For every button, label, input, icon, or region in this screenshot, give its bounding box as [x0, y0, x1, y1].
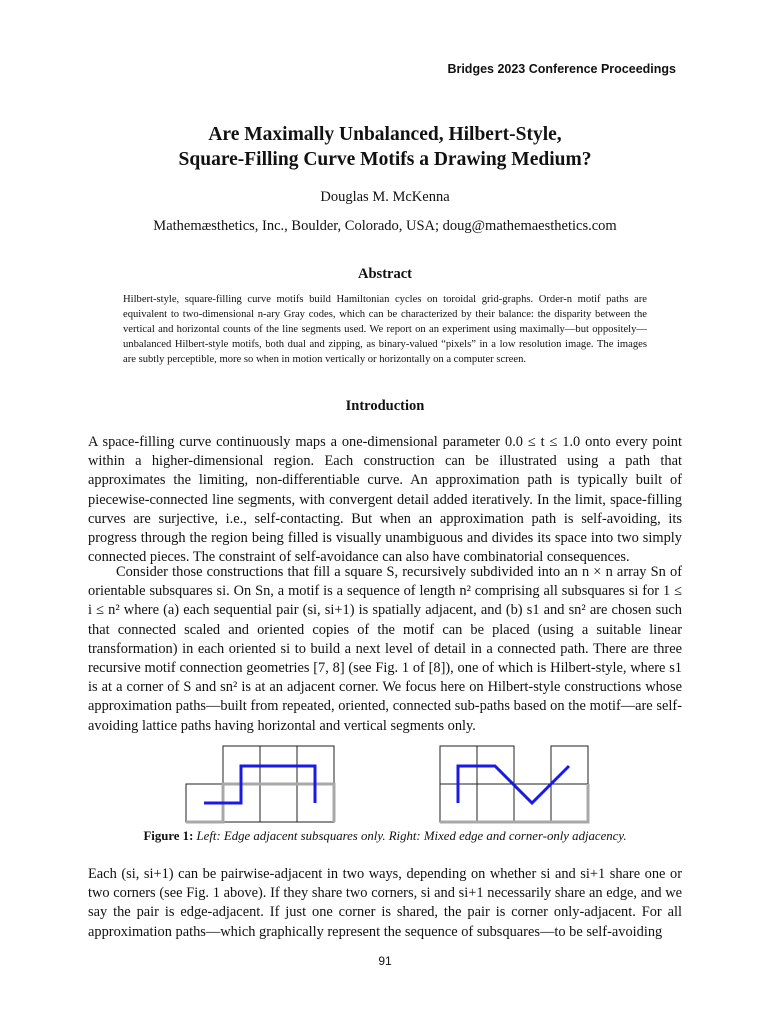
- left-grid-cell: [260, 784, 297, 822]
- figure-label: Figure 1:: [143, 829, 194, 843]
- intro-paragraph-2: [88, 563, 682, 736]
- intro-paragraph-1: [88, 433, 682, 567]
- title-line-1: Are Maximally Unbalanced, Hilbert-Style,: [208, 124, 562, 145]
- intro-paragraph-3: [88, 865, 682, 942]
- figure-1-diagram: [180, 744, 590, 824]
- page-number: 91: [378, 954, 392, 968]
- figure-1-caption: [0, 829, 770, 844]
- right-grid-cell: [477, 784, 514, 822]
- running-head: Bridges 2023 Conference Proceedings: [447, 62, 676, 76]
- introduction-heading: Introduction: [345, 398, 425, 414]
- author: Douglas M. McKenna: [320, 189, 450, 205]
- paragraph-text: Consider those constructions that fill a square S, recursively subdivided into an n × n array Sn of orientable subsquares si. On Sn, a motif is a sequence of length n² comprising all subsquares si for 1 ≤ i ≤ n² where (a) each sequential pair (si, si+1) is spatially adjacent, and (b) s1 and sn² are chosen such that connected scaled and oriented copies of the motif can be placed (using a suitable linear transformation) in each oriented si to build a next level of detail in a connected path. There are three recursive motif connection geometries [7, 8] (see Fig. 1 of [8]), one of which is Hilbert-style, where s1 is at a corner of S and sn² is at an adjacent corner. We focus here on Hilbert-style constructions whose approximation paths—built from repeated, oriented, connected sub-paths based on the motif—are self-avoiding lattice paths having horizontal and vertical segments only.: [88, 564, 682, 734]
- abstract-heading: Abstract: [358, 266, 412, 282]
- paragraph-text: A space-filling curve continuously maps a one-dimensional parameter 0.0 ≤ t ≤ 1.0 onto every point within a higher-dimensional region. Each construction can be illustrated using a path that approximates the limiting, non-differentiable curve. An approximation path is typically built of piecewise-connected line segments, with convergent detail added iteratively. In the limit, space-filling curves are surjective, i.e., self-contacting. But when an approximation path is self-avoiding, its progress through the region being filled is visually unambiguous and divides its space into two simply connected pieces. The constraint of self-avoidance can also have combinatorial consequences.: [88, 434, 682, 566]
- abstract-text: Hilbert-style, square-filling curve motifs build Hamiltonian cycles on toroidal grid-graphs. Order-n motif paths are equivalent to two-dimensional n-ary Gray codes, which can be characterized by their balance: the disparity between the vertical and horizontal counts of the line segments used. We report on an experiment using maximally—but oppositely—unbalanced Hilbert-style motifs, both dual and zipping, as binary-valued “pixels” in a low resolution image. The images are subtly perceptible, more so when in motion vertically or horizontally on a computer screen.: [123, 294, 647, 365]
- paragraph-text: Each (si, si+1) can be pairwise-adjacent in two ways, depending on whether si and si+1 share one or two corners (see Fig. 1 above). If they share two corners, si and si+1 necessarily share an edge, and we say the pair is edge-adjacent. If just one corner is shared, the pair is corner only-adjacent. For all approximation paths—which graphically represent the sequence of subsquares—to be self-avoiding: [88, 866, 682, 940]
- right-grid-cell: [551, 784, 588, 822]
- affiliation: Mathemæsthetics, Inc., Boulder, Colorado, USA; doug@mathemaesthetics.com: [153, 218, 617, 234]
- paper-title: [0, 122, 770, 172]
- title-line-2: Square-Filling Curve Motifs a Drawing Medium?: [178, 149, 592, 170]
- figure-caption-text: Left: Edge adjacent subsquares only. Right: Mixed edge and corner-only adjacency.: [196, 829, 627, 843]
- figure-1: [180, 744, 590, 829]
